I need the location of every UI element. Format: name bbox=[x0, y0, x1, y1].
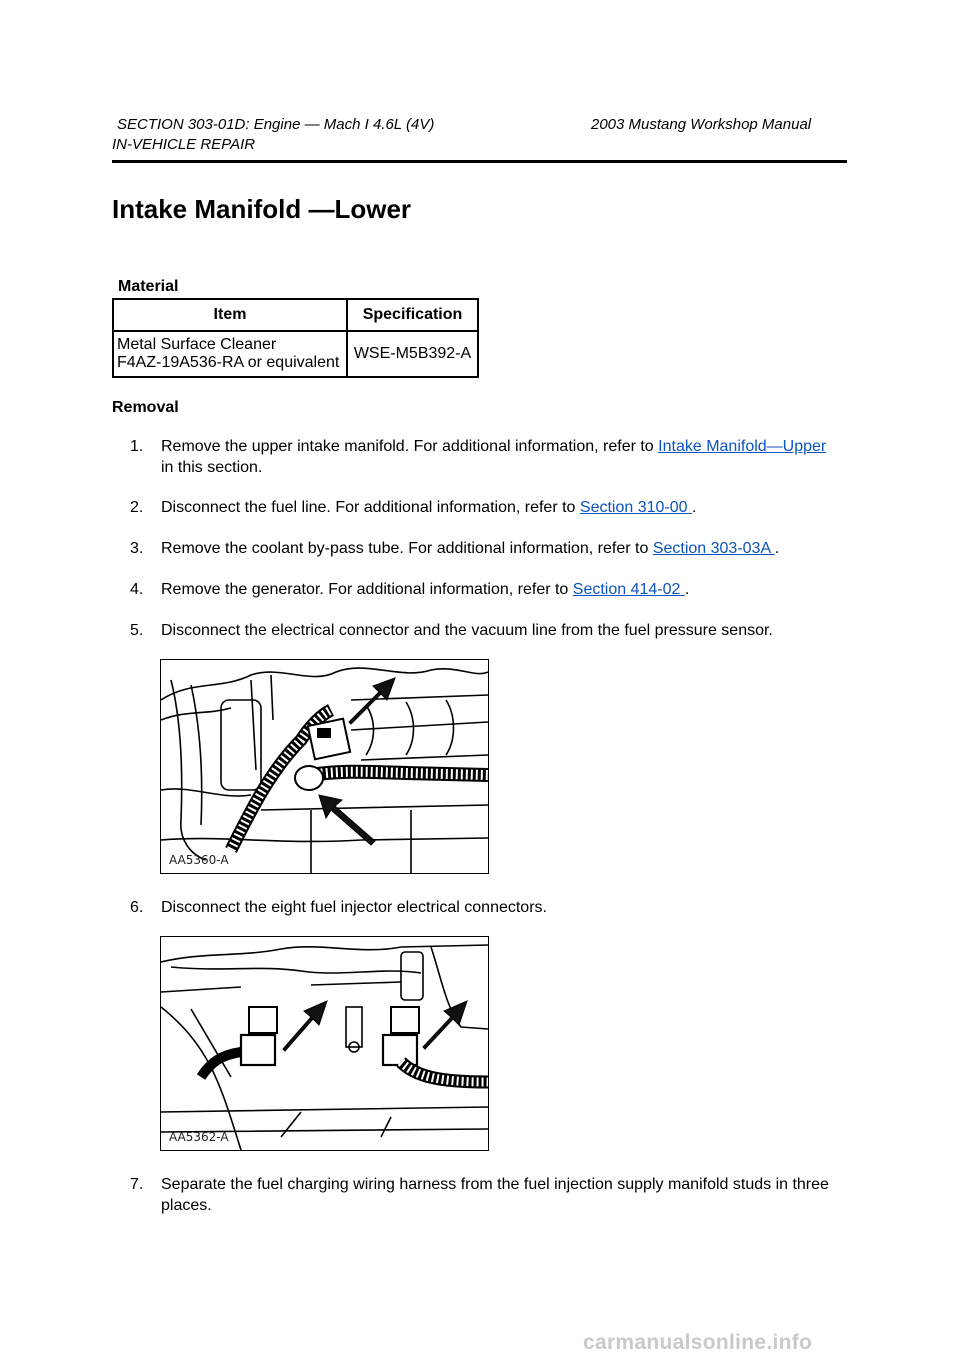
material-caption: Material bbox=[118, 278, 179, 295]
link-section-414-02[interactable]: Section 414-02 bbox=[572, 581, 685, 598]
material-spec-cell: WSE-M5B392-A bbox=[347, 331, 478, 377]
material-item-part: F4AZ-19A536-RA or equivalent bbox=[117, 354, 340, 371]
header-manual-title: 2003 Mustang Workshop Manual bbox=[591, 116, 812, 133]
link-section-310-00[interactable]: Section 310-00 bbox=[579, 499, 692, 516]
page-title: Intake Manifold —Lower bbox=[112, 194, 412, 224]
arrow-pointer-icon bbox=[283, 1001, 327, 1051]
step-number: 1. bbox=[130, 438, 144, 455]
engine-illustration-2 bbox=[161, 937, 488, 1150]
step-text: Remove the generator. For additional information, refer to bbox=[161, 581, 573, 598]
header-section: SECTION 303-01D: Engine — Mach I 4.6L (4V) bbox=[117, 116, 435, 133]
arrow-pointer-icon bbox=[319, 795, 375, 845]
link-intake-manifold-upper[interactable]: Intake Manifold—Upper bbox=[658, 438, 827, 455]
material-table-header bbox=[113, 299, 478, 331]
step-number: 7. bbox=[130, 1176, 144, 1193]
step-number: 4. bbox=[130, 581, 144, 598]
step-number: 2. bbox=[130, 499, 144, 516]
material-header-spec: Specification bbox=[347, 299, 478, 331]
figure-fuel-pressure-sensor bbox=[160, 659, 489, 874]
header-rule bbox=[112, 160, 847, 163]
watermark: carmanualsonline.info bbox=[583, 1331, 813, 1354]
engine-illustration-1 bbox=[161, 660, 488, 873]
figure-label: AA5360-A bbox=[169, 853, 229, 867]
material-table bbox=[112, 298, 479, 378]
table-row bbox=[113, 331, 478, 377]
step-text: Disconnect the electrical connector and the vacuum line from the fuel pressure sensor. bbox=[161, 622, 773, 639]
link-section-303-03a[interactable]: Section 303-03A bbox=[652, 540, 775, 557]
step-text: Remove the upper intake manifold. For additional information, refer to bbox=[161, 438, 659, 455]
figure-fuel-injector-connectors bbox=[160, 936, 489, 1151]
step-number: 6. bbox=[130, 899, 144, 916]
material-item-name: Metal Surface Cleaner bbox=[117, 336, 277, 353]
step-text: Disconnect the eight fuel injector electrical connectors. bbox=[161, 899, 547, 916]
step-number: 5. bbox=[130, 622, 144, 639]
material-header-item: Item bbox=[113, 299, 347, 331]
removal-heading: Removal bbox=[112, 399, 179, 416]
step-number: 3. bbox=[130, 540, 144, 557]
figure-label: AA5362-A bbox=[169, 1130, 229, 1144]
material-item-cell bbox=[113, 331, 347, 377]
step-text-continued: in this section. bbox=[161, 459, 263, 476]
step-text: Separate the fuel charging wiring harness from the fuel injection supply manifold studs in three bbox=[161, 1176, 829, 1193]
step-text: Disconnect the fuel line. For additional information, refer to bbox=[161, 499, 580, 516]
step-text: Remove the coolant by-pass tube. For additional information, refer to bbox=[161, 540, 653, 557]
step-text-continued: places. bbox=[161, 1197, 212, 1214]
header-subsection: IN-VEHICLE REPAIR bbox=[112, 136, 256, 153]
